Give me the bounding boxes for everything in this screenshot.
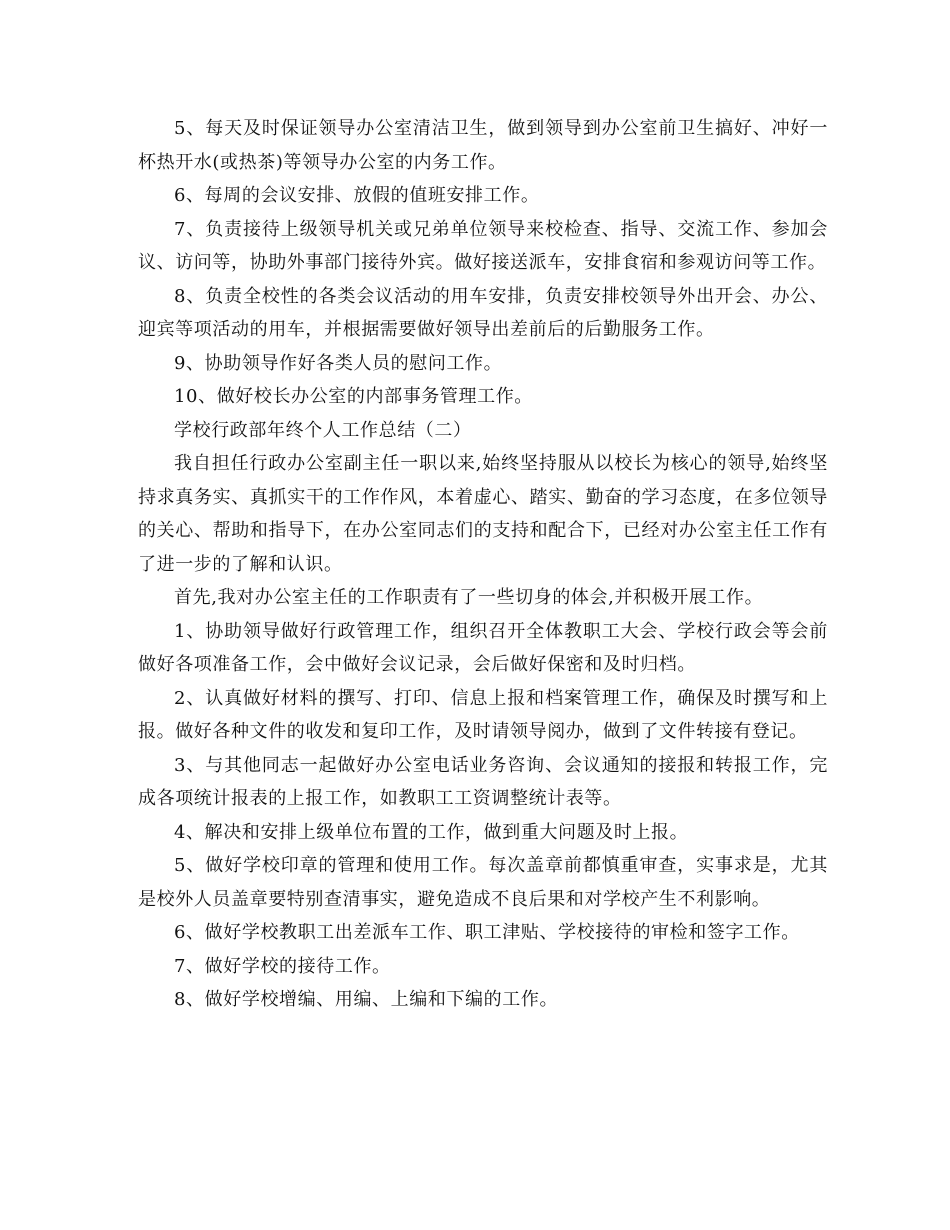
paragraph: 5、每天及时保证领导办公室清洁卫生，做到领导到办公室前卫生搞好、冲好一杯热开水(或热茶)等领导办公室的内务工作。 — [138, 118, 828, 173]
paragraph: 2、认真做好材料的撰写、打印、信息上报和档案管理工作，确保及时撰写和上报。做好各种文件的收发和复印工作，及时请领导阅办，做到了文件转接有登记。 — [138, 687, 828, 742]
paragraph: 7、负责接待上级领导机关或兄弟单位领导来校检查、指导、交流工作、参加会议、访问等，协助外事部门接待外宾。做好接送派车，安排食宿和参观访问等工作。 — [138, 218, 828, 273]
paragraph: 7、做好学校的接待工作。 — [174, 955, 391, 977]
paragraph: 首先,我对办公室主任的工作职责有了一些切身的体会,并积极开展工作。 — [174, 587, 764, 608]
paragraph: 8、负责全校性的各类会议活动的用车安排，负责安排校领导外出开会、办公、迎宾等项活动的用车，并根据需要做好领导出差前后的后勤服务工作。 — [138, 285, 828, 340]
document-body — [138, 112, 828, 1017]
paragraph: 1、协助领导做好行政管理工作，组织召开全体教职工大会、学校行政会等会前做好各项准备工作，会中做好会议记录，会后做好保密和及时归档。 — [138, 620, 828, 675]
paragraph: 6、做好学校教职工出差派车工作、职工津贴、学校接待的审检和签字工作。 — [174, 922, 800, 943]
paragraph: 3、与其他同志一起做好办公室电话业务咨询、会议通知的接报和转报工作，完成各项统计报表的上报工作，如教职工工资调整统计表等。 — [138, 754, 828, 809]
section-heading: 学校行政部年终个人工作总结（二） — [174, 419, 472, 441]
paragraph: 5、做好学校印章的管理和使用工作。每次盖章前都慎重审查，实事求是，尤其是校外人员盖章要特别查清事实，避免造成不良后果和对学校产生不利影响。 — [138, 855, 828, 910]
paragraph: 10、做好校长办公室的内部事务管理工作。 — [174, 386, 533, 407]
paragraph: 4、解决和安排上级单位布置的工作，做到重大问题及时上报。 — [174, 821, 689, 843]
paragraph: 9、协助领导作好各类人员的慰问工作。 — [174, 352, 503, 374]
paragraph: 6、每周的会议安排、放假的值班安排工作。 — [174, 185, 540, 206]
paragraph: 我自担任行政办公室副主任一职以来,始终坚持服从以校长为核心的领导,始终坚持求真务实、真抓实干的工作作风，本着虚心、踏实、勤奋的学习态度，在多位领导的关心、帮助和指导下，在办公室同志们的支持和配合下，已经对办公室主任工作有了进一步的了解和认识。 — [138, 453, 828, 575]
paragraph: 8、做好学校增编、用编、上编和下编的工作。 — [174, 989, 559, 1010]
